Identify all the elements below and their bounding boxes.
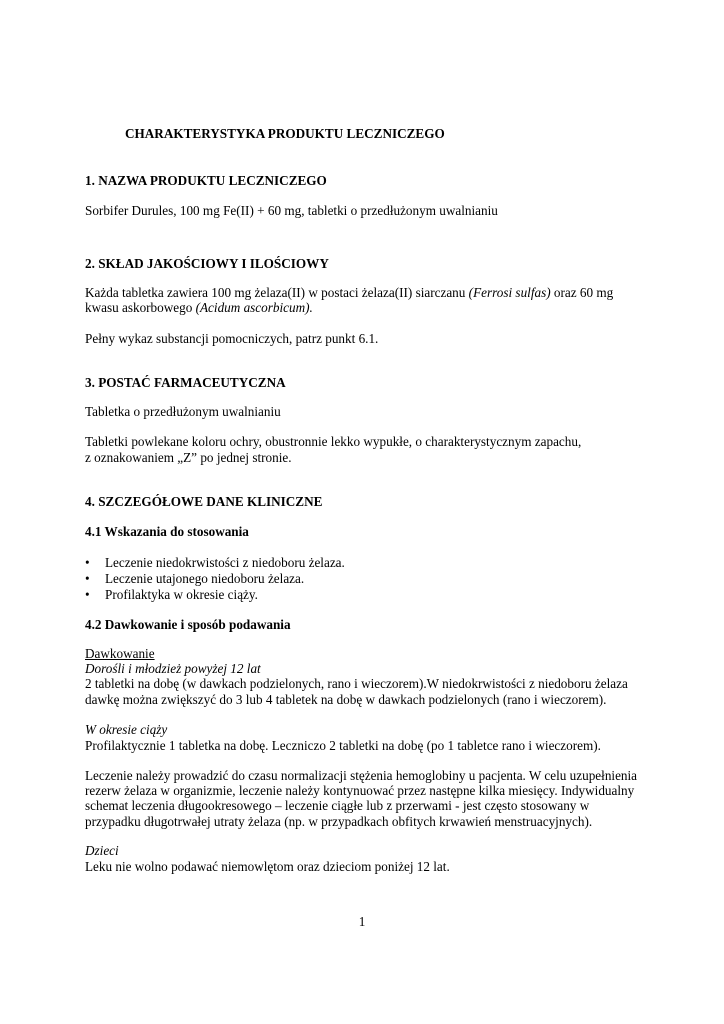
section-3-paragraph-1: Tabletka o przedłużonym uwalnianiu: [85, 404, 281, 419]
children-heading: Dzieci: [85, 843, 119, 858]
treatment-text-line-1: Leczenie należy prowadzić do czasu normalizacji stężenia hemoglobiny u pacjenta. W celu uzupełnienia: [85, 768, 638, 783]
pregnancy-text: Profilaktycznie 1 tabletka na dobę. Leczniczo 2 tabletki na dobę (po 1 tabletce rano i wieczorem).: [85, 738, 601, 753]
dosage-label: Dawkowanie: [85, 646, 155, 661]
section-2-paragraph-1-line-2: kwasu askorbowego (Acidum ascorbicum).: [85, 300, 313, 315]
section-1-heading: 1. NAZWA PRODUKTU LECZNICZEGO: [85, 173, 327, 188]
pregnancy-heading: W okresie ciąży: [85, 722, 168, 737]
treatment-text-line-3: schemat leczenia długookresowego – leczenie ciągłe lub z przerwami - jest często stosowany w: [85, 798, 590, 813]
treatment-text-line-2: rezerw żelaza w organizmie, leczenie należy kontynuować przez następne kilka miesięcy. Indywidualny: [85, 783, 635, 798]
adults-text-line-2: dawkę można zwiększyć do 3 lub 4 tabletek na dobę w dawkach podzielonych (rano i wieczorem).: [85, 692, 607, 707]
list-item-text: Profilaktyka w okresie ciąży.: [105, 587, 258, 602]
bullet-icon: •: [85, 555, 90, 570]
subsection-4-1-heading: 4.1 Wskazania do stosowania: [85, 524, 249, 539]
section-1-text: Sorbifer Durules, 100 mg Fe(II) + 60 mg, tabletki o przedłużonym uwalnianiu: [85, 203, 498, 218]
document-title: CHARAKTERYSTYKA PRODUKTU LECZNICZEGO: [125, 126, 445, 141]
bullet-icon: •: [85, 571, 90, 586]
section-3-heading: 3. POSTAĆ FARMACEUTYCZNA: [85, 375, 286, 390]
adults-text-line-1: 2 tabletki na dobę (w dawkach podzielonych, rano i wieczorem).W niedokrwistości z niedoboru żelaza: [85, 676, 628, 691]
section-3-paragraph-2-line-2: z oznakowaniem „Z” po jednej stronie.: [85, 450, 292, 465]
bullet-icon: •: [85, 587, 90, 602]
children-text: Leku nie wolno podawać niemowlętom oraz dzieciom poniżej 12 lat.: [85, 859, 450, 874]
adults-heading: Dorośli i młodzież powyżej 12 lat: [85, 661, 261, 676]
section-2-heading: 2. SKŁAD JAKOŚCIOWY I ILOŚCIOWY: [85, 256, 329, 271]
subsection-4-2-heading: 4.2 Dawkowanie i sposób podawania: [85, 617, 291, 632]
section-2-paragraph-1-line-1: Każda tabletka zawiera 100 mg żelaza(II) w postaci żelaza(II) siarczanu (Ferrosi sulfas) oraz 60 mg: [85, 285, 614, 300]
page-number: 1: [358, 914, 366, 929]
list-item-text: Leczenie utajonego niedoboru żelaza.: [105, 571, 305, 586]
list-item-text: Leczenie niedokrwistości z niedoboru żelaza.: [105, 555, 345, 570]
section-3-paragraph-2-line-1: Tabletki powlekane koloru ochry, obustronnie lekko wypukłe, o charakterystycznym zapachu,: [85, 434, 582, 449]
treatment-text-line-4: przypadku długotrwałej utraty żelaza (np. w przypadkach obfitych krwawień menstruacyjnych).: [85, 814, 593, 829]
section-4-heading: 4. SZCZEGÓŁOWE DANE KLINICZNE: [85, 494, 323, 509]
section-2-paragraph-2: Pełny wykaz substancji pomocniczych, patrz punkt 6.1.: [85, 331, 379, 346]
